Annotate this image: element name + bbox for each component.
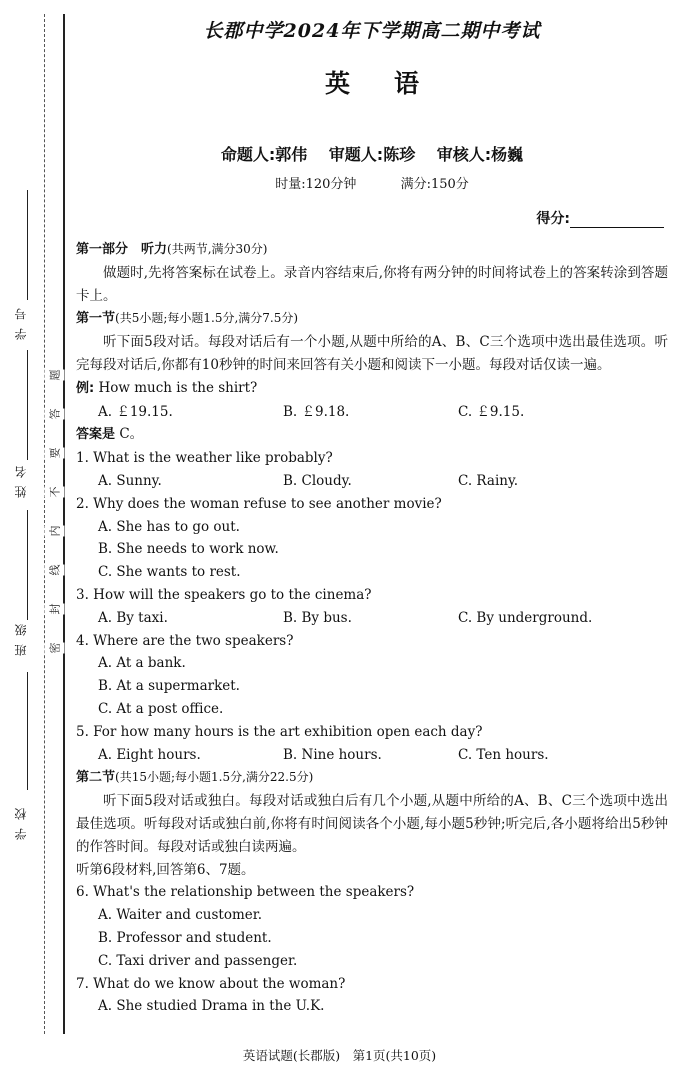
option: A. At a bank. xyxy=(98,655,186,672)
option: B. ￡9.18. xyxy=(283,403,350,420)
question-5-options xyxy=(76,744,668,767)
example-options xyxy=(76,401,668,424)
question-1-options xyxy=(76,470,668,493)
part1-heading: 第一部分 听力(共两节,满分30分) xyxy=(76,242,268,257)
page-footer: 英语试题(长郡版) 第1页(共10页) xyxy=(242,1048,437,1063)
seal-char: 要 xyxy=(45,448,65,459)
time-limit: 时量:120分钟 xyxy=(275,177,357,192)
seal-char: 封 xyxy=(45,604,65,615)
exam-title: 长郡中学2024年下学期高二期中考试 xyxy=(203,20,541,42)
reviewer: 审题人:陈珍 xyxy=(328,145,416,164)
material-note: 听第6段材料,回答第6、7题。 xyxy=(76,861,255,878)
option: A. ￡19.15. xyxy=(98,403,173,420)
binding-margin xyxy=(0,0,70,1076)
question-6: 6. What's the relationship between the speakers? xyxy=(76,884,415,901)
option: A. She has to go out. xyxy=(98,518,240,535)
section1-heading: 第一节(共5小题;每小题1.5分,满分7.5分) xyxy=(76,311,299,327)
example-question: 例: How much is the shirt? xyxy=(76,379,258,396)
question-7: 7. What do we know about the woman? xyxy=(76,975,346,992)
option: B. At a supermarket. xyxy=(98,678,240,695)
option: C. Taxi driver and passenger. xyxy=(98,952,298,969)
option: A. By taxi. xyxy=(98,609,168,626)
option: B. She needs to work now. xyxy=(98,541,279,558)
option: C. Rainy. xyxy=(458,472,519,489)
student-id-blank[interactable] xyxy=(27,190,28,300)
seal-char: 线 xyxy=(45,565,65,576)
school-label: 学校 xyxy=(14,800,28,840)
time-and-score xyxy=(76,173,668,192)
question-1: 1. What is the weather like probably? xyxy=(76,450,333,467)
score-box xyxy=(536,208,664,228)
option: A. Waiter and customer. xyxy=(98,907,263,924)
full-score: 满分:150分 xyxy=(400,177,469,192)
name-blank[interactable] xyxy=(27,350,28,460)
school-blank[interactable] xyxy=(27,672,28,790)
example-answer: 答案是 C。 xyxy=(76,426,144,443)
question-2: 2. Why does the woman refuse to see another movie? xyxy=(76,495,442,512)
checker: 审核人:杨巍 xyxy=(436,145,524,164)
option: A. She studied Drama in the U.K. xyxy=(98,998,325,1015)
option: A. Eight hours. xyxy=(98,746,201,763)
part1-instruction: 做题时,先将答案标在试卷上。录音内容结束后,你将有两分钟的时间将试卷上的答案转涂到答题卡上。 xyxy=(76,264,668,304)
exam-staff xyxy=(76,142,668,165)
seal-char: 密 xyxy=(45,643,65,654)
cut-line xyxy=(44,14,45,1034)
option: C. ￡9.15. xyxy=(458,403,525,420)
option: B. Professor and student. xyxy=(98,929,272,946)
question-3: 3. How will the speakers go to the cinema? xyxy=(76,586,372,603)
section1-instruction: 听下面5段对话。每段对话后有一个小题,从题中所给的A、B、C三个选项中选出最佳选项。听完每段对话后,你都有10秒钟的时间来回答有关小题和阅读下一小题。每段对话仅读一遍。 xyxy=(76,334,668,373)
subject-title: 英语 xyxy=(324,69,463,98)
option: C. Ten hours. xyxy=(458,746,549,763)
seal-char: 内 xyxy=(45,526,65,537)
class-label: 班级 xyxy=(14,616,28,656)
option: A. Sunny. xyxy=(98,472,162,489)
name-label: 姓名 xyxy=(14,458,28,498)
score-label: 得分: xyxy=(536,211,570,227)
exam-body xyxy=(76,238,668,1018)
option: C. By underground. xyxy=(458,609,593,626)
class-blank[interactable] xyxy=(27,510,28,620)
option: C. She wants to rest. xyxy=(98,564,241,581)
seal-char: 答 xyxy=(45,409,65,420)
section2-instruction: 听下面5段对话或独白。每段对话或独白后有几个小题,从题中所给的A、B、C三个选项中选出最佳选项。听每段对话或独白前,你将有时间阅读各个小题,每小题5秒钟;听完后,各小题将给出5秒钟的作答时间。每段对话或独白读两遍。 xyxy=(76,793,668,855)
question-3-options xyxy=(76,607,668,630)
seal-line xyxy=(63,14,65,1034)
setter: 命题人:郭伟 xyxy=(220,145,308,164)
score-blank[interactable] xyxy=(570,212,664,228)
option: C. At a post office. xyxy=(98,700,224,717)
option: B. Nine hours. xyxy=(283,746,382,763)
seal-char: 题 xyxy=(45,370,65,381)
option: B. Cloudy. xyxy=(283,472,352,489)
option: B. By bus. xyxy=(283,609,352,626)
section2-heading: 第二节(共15小题;每小题1.5分,满分22.5分) xyxy=(76,770,314,786)
question-5: 5. For how many hours is the art exhibition open each day? xyxy=(76,723,483,740)
question-4: 4. Where are the two speakers? xyxy=(76,632,294,649)
seal-char: 不 xyxy=(45,487,65,498)
student-id-label: 学号 xyxy=(14,300,28,340)
